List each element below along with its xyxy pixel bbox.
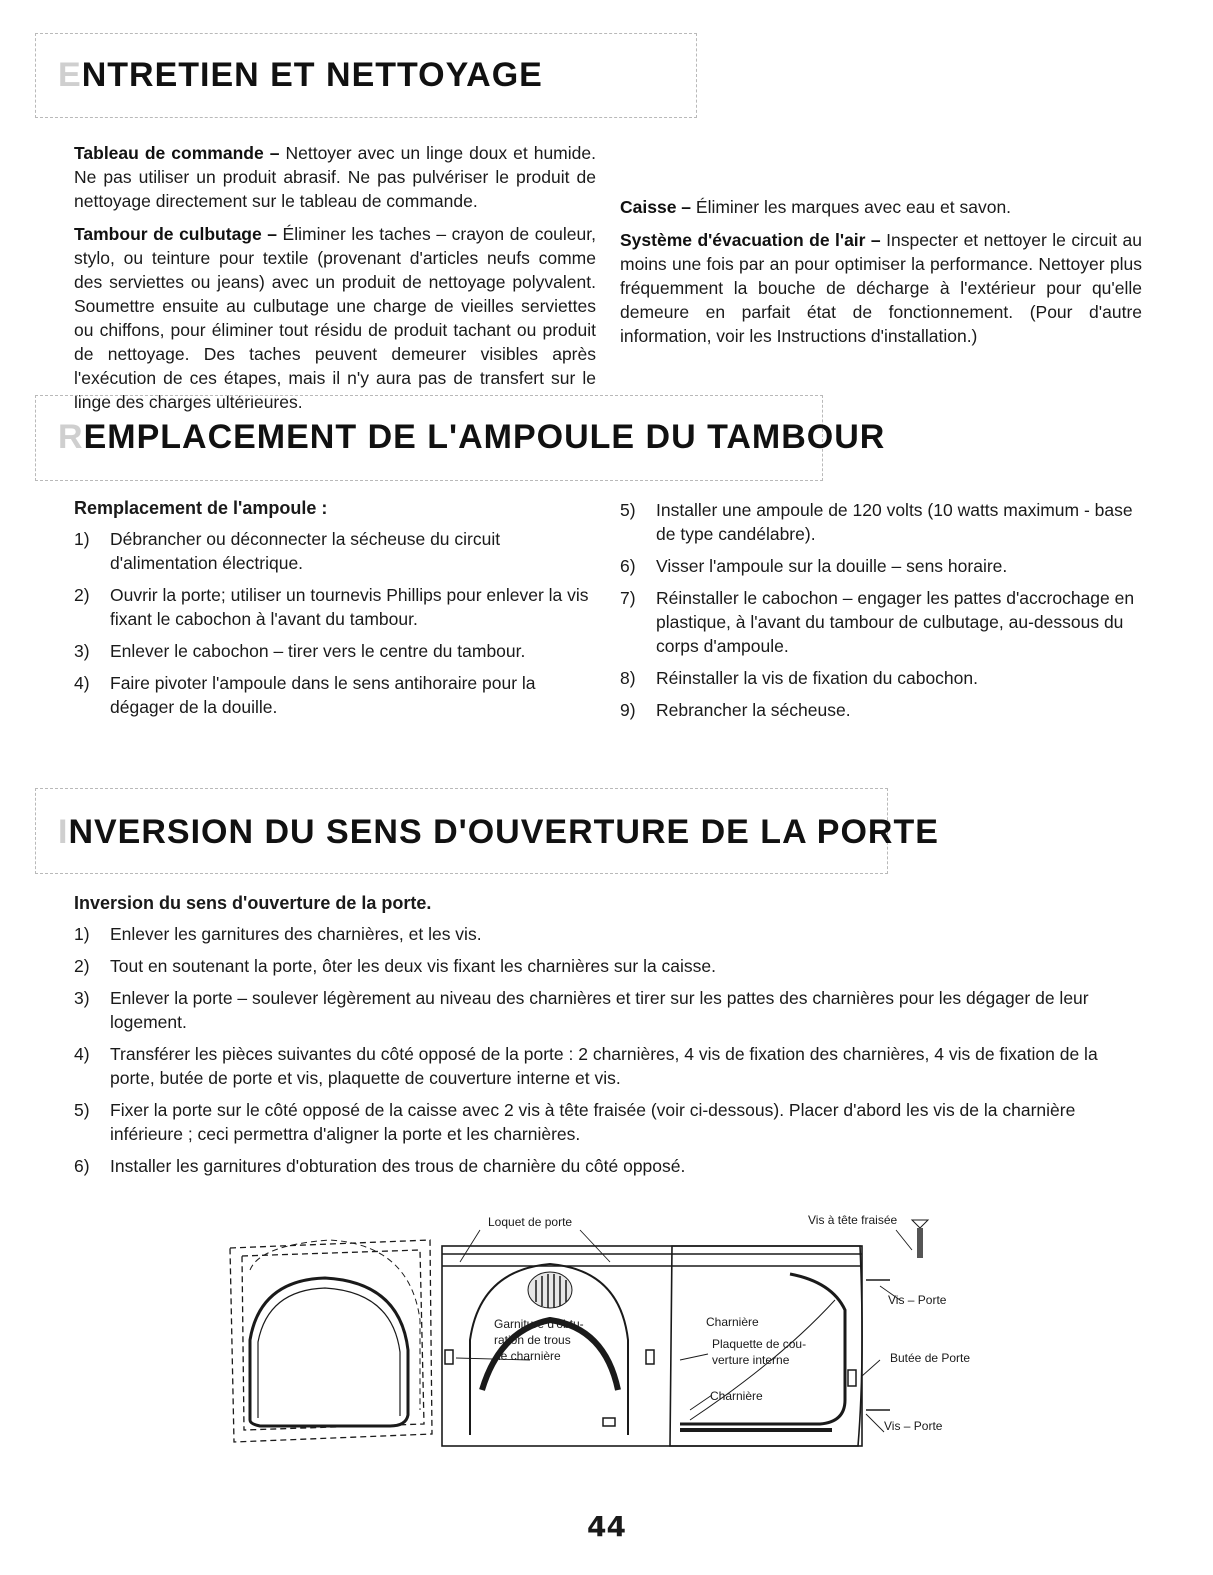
bulb-steps-right bbox=[620, 498, 1142, 730]
list-item: 4) Transférer les pièces suivantes du côté opposé de la porte : 2 charnières, 4 vis de fixation des charnières, 4 vis de fixation de la porte, butée de porte et vis, plaquette de couverture interne et vis. bbox=[74, 1044, 1098, 1088]
bulb-subheading: Remplacement de l'ampoule : bbox=[74, 498, 328, 518]
label-door-latch: Loquet de porte bbox=[488, 1215, 573, 1229]
label-screw-door-top: Vis – Porte bbox=[888, 1293, 947, 1307]
door-steps bbox=[74, 922, 1142, 1186]
hinge-plug bbox=[646, 1350, 654, 1364]
list-item: 3) Enlever la porte – soulever légèrement au niveau des charnières et tirer sur les pattes des charnières pour les dégager de leur logement. bbox=[74, 988, 1089, 1032]
paragraph-cabinet: Caisse – Éliminer les marques avec eau et savon. bbox=[620, 197, 1012, 217]
list-item: 4) Faire pivoter l'ampoule dans le sens antihoraire pour la dégager de la douille. bbox=[74, 673, 536, 717]
page-number: 44 bbox=[587, 1510, 626, 1543]
list-item: 8) Réinstaller la vis de fixation du cabochon. bbox=[620, 668, 978, 688]
lint-grille bbox=[528, 1272, 572, 1308]
list-item: 1) Débrancher ou déconnecter la sécheuse du circuit d'alimentation électrique. bbox=[74, 529, 501, 573]
door-window-outline bbox=[250, 1278, 408, 1426]
list-item: 1) Enlever les garnitures des charnières, et les vis. bbox=[74, 924, 482, 944]
list-item: 6) Installer les garnitures d'obturation des trous de charnière du côté opposé. bbox=[74, 1156, 686, 1176]
section-title-door: INVERSION DU SENS D'OUVERTURE DE LA PORTE bbox=[58, 813, 939, 851]
label-countersunk-screw: Vis à tête fraisée bbox=[808, 1213, 898, 1227]
list-item: 9) Rebrancher la sécheuse. bbox=[620, 700, 851, 720]
label-hinge-plug-line-2: ration de trous bbox=[494, 1333, 571, 1347]
list-item: 5) Fixer la porte sur le côté opposé de la caisse avec 2 vis à tête fraisée (voir ci-dessous). Placer d'abord les vis de la charnière inférieure ; ceci permettra d'aligner la porte et les charnières. bbox=[74, 1100, 1076, 1144]
latch-plug bbox=[603, 1418, 615, 1426]
label-hinge-plug-line-3: de charnière bbox=[494, 1349, 561, 1363]
section-header-bulb bbox=[35, 395, 886, 481]
section-header-door bbox=[35, 788, 939, 874]
dashed-door-outline bbox=[230, 1240, 432, 1442]
door-subheading: Inversion du sens d'ouverture de la porte. bbox=[74, 893, 432, 913]
section-header-maintenance bbox=[35, 33, 697, 118]
maintenance-column-right bbox=[620, 141, 1142, 357]
paragraph-exhaust: Système d'évacuation de l'air – Inspecter et nettoyer le circuit au moins une fois par an pour optimiser la performance. Nettoyer plus fréquemment la bouche de décharge à l'extérieur pour qu'elle demeure en parfait état de fonctionnement. (Pour d'autre information, voir les Instructions d'installation.) bbox=[620, 230, 1142, 346]
hinge-plug bbox=[445, 1350, 453, 1364]
list-item: 2) Tout en soutenant la porte, ôter les deux vis fixant les charnières sur la caisse. bbox=[74, 956, 717, 976]
label-cover-plate: Plaquette de cou- bbox=[712, 1337, 807, 1351]
label-cover-plate-line-2: verture interne bbox=[712, 1353, 790, 1367]
bulb-steps-left bbox=[74, 527, 596, 727]
list-item: 6) Visser l'ampoule sur la douille – sens horaire. bbox=[620, 556, 1008, 576]
list-item: 3) Enlever le cabochon – tirer vers le centre du tambour. bbox=[74, 641, 526, 661]
section-title-bulb: REMPLACEMENT DE L'AMPOULE DU TAMBOUR bbox=[58, 418, 886, 456]
label-door-stop: Butée de Porte bbox=[890, 1351, 971, 1365]
door-reversal-diagram bbox=[220, 1210, 980, 1470]
label-screw-door-bottom: Vis – Porte bbox=[884, 1419, 943, 1433]
countersunk-screw-icon bbox=[912, 1220, 928, 1258]
list-item: 7) Réinstaller le cabochon – engager les pattes d'accrochage en plastique, à l'avant du tambour de culbutage, au-dessous du corps d'ampoule. bbox=[620, 588, 1135, 656]
section-title-maintenance: ENTRETIEN ET NETTOYAGE bbox=[58, 56, 543, 94]
paragraph-control-panel: Tableau de commande – Nettoyer avec un linge doux et humide. Ne pas utiliser un produit abrasif. Ne pas pulvériser le produit de nettoyage directement sur le tableau de commande. bbox=[74, 143, 596, 211]
maintenance-column-left bbox=[74, 141, 596, 423]
list-item: 5) Installer une ampoule de 120 volts (10 watts maximum - base de type candélabre). bbox=[620, 500, 1133, 544]
label-hinge-bottom: Charnière bbox=[710, 1389, 763, 1403]
label-hinge-top: Charnière bbox=[706, 1315, 759, 1329]
list-item: 2) Ouvrir la porte; utiliser un tournevis Phillips pour enlever la vis fixant le cabochon à l'avant du tambour. bbox=[74, 585, 589, 629]
label-hinge-plug: Garniture d'obtu- bbox=[494, 1317, 584, 1331]
paragraph-drum: Tambour de culbutage – Éliminer les taches – crayon de couleur, stylo, ou teinture pour textile (provenant d'articles neufs comme des serviettes ou jeans) avec un produit de nettoyage polyvalent. Soumettre ensuite au culbutage une charge de vieilles serviettes ou chiffons, pour éliminer tout résidu de produit tachant ou produit de nettoyage. Des taches peuvent demeurer visibles après l'exécution de ces étapes, mais il n'y aura pas de transfert sur le linge des charges ultérieures. bbox=[74, 224, 596, 412]
